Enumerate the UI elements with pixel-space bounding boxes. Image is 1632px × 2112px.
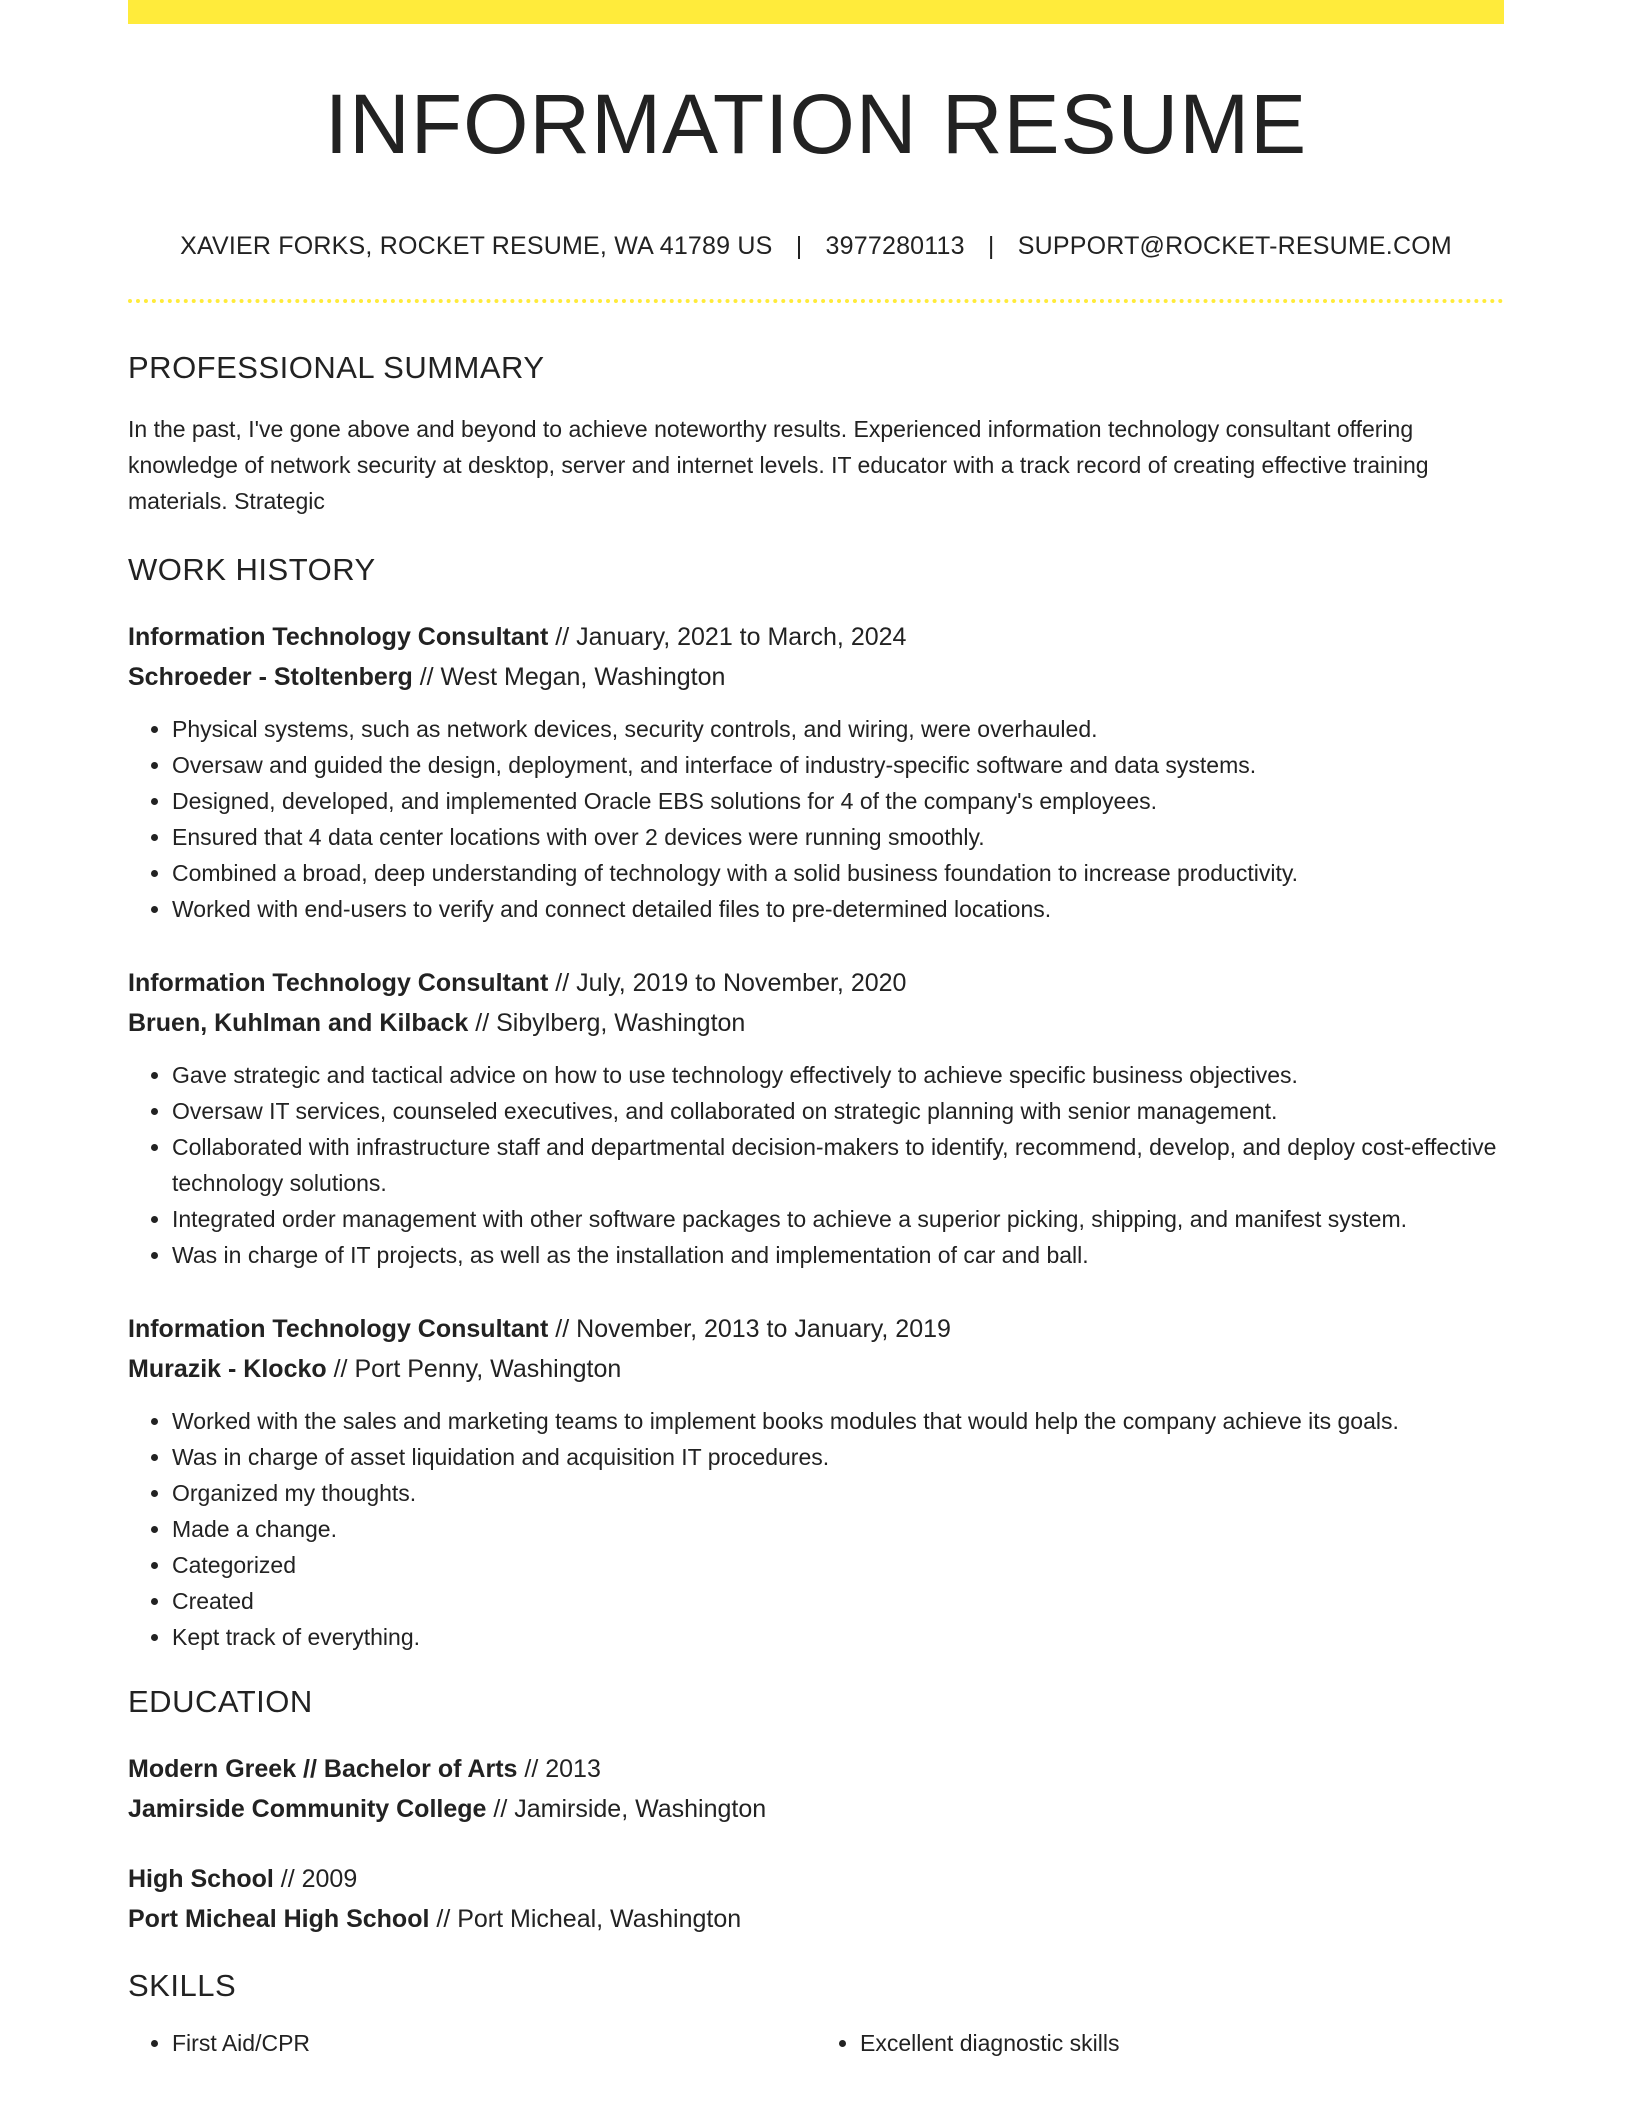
skills-left-column — [128, 2025, 816, 2061]
edu-degree: High School — [128, 1865, 274, 1894]
list-item: • Excellent diagnostic skills — [860, 2025, 1504, 2061]
list-item: • Organized my thoughts. — [172, 1475, 1504, 1511]
job-bullets — [128, 1403, 1504, 1655]
job-company: Bruen, Kuhlman and Kilback — [128, 1009, 469, 1038]
job-dates: // July, 2019 to November, 2020 — [548, 969, 907, 998]
list-item: • Physical systems, such as network devices, security controls, and wiring, were overhauled. — [172, 711, 1504, 747]
job-bullets — [128, 711, 1504, 927]
skills-heading: SKILLS — [128, 1968, 237, 2004]
list-item: • Collaborated with infrastructure staff and departmental decision-makers to identify, recommend, develop, and deploy cost-effective technology solutions. — [172, 1129, 1504, 1201]
contact-line — [128, 231, 1504, 261]
job-dates: // January, 2021 to March, 2024 — [548, 623, 907, 652]
work-history-heading: WORK HISTORY — [128, 552, 376, 588]
list-item: • Was in charge of asset liquidation and acquisition IT procedures. — [172, 1439, 1504, 1475]
list-item: • First Aid/CPR — [172, 2025, 816, 2061]
edu-degree-line — [128, 1859, 1504, 1899]
edu-location: // Jamirside, Washington — [486, 1795, 767, 1824]
job-entry-3 — [128, 1309, 1504, 1655]
job-company-line — [128, 1003, 1504, 1043]
skills-right-column — [816, 2025, 1504, 2061]
list-item: • Designed, developed, and implemented Oracle EBS solutions for 4 of the company's employees. — [172, 783, 1504, 819]
edu-school-line — [128, 1899, 1504, 1939]
job-location: // Port Penny, Washington — [326, 1355, 622, 1384]
contact-separator: | — [987, 232, 995, 260]
job-dates: // November, 2013 to January, 2019 — [548, 1315, 951, 1344]
job-title-line — [128, 617, 1504, 657]
edu-school-line — [128, 1789, 1504, 1829]
resume-title: INFORMATION RESUME — [324, 77, 1308, 171]
job-title: Information Technology Consultant — [128, 969, 549, 998]
list-item: • Was in charge of IT projects, as well as the installation and implementation of car and ball. — [172, 1237, 1504, 1273]
contact-separator: | — [795, 232, 803, 260]
list-item: • Integrated order management with other software packages to achieve a superior picking, shipping, and manifest system. — [172, 1201, 1504, 1237]
list-item: • Ensured that 4 data center locations with over 2 devices were running smoothly. — [172, 819, 1504, 855]
job-company-line — [128, 1349, 1504, 1389]
job-company: Schroeder - Stoltenberg — [128, 663, 413, 692]
edu-degree: Modern Greek // Bachelor of Arts — [128, 1755, 518, 1784]
job-location: // Sibylberg, Washington — [468, 1009, 746, 1038]
contact-email: SUPPORT@ROCKET-RESUME.COM — [1017, 232, 1452, 260]
job-company-line — [128, 657, 1504, 697]
list-item: • Worked with end-users to verify and connect detailed files to pre-determined locations. — [172, 891, 1504, 927]
job-entry-1 — [128, 617, 1504, 927]
summary-heading: PROFESSIONAL SUMMARY — [128, 350, 545, 385]
list-item: • Gave strategic and tactical advice on how to use technology effectively to achieve specific business objectives. — [172, 1057, 1504, 1093]
edu-school: Port Micheal High School — [128, 1905, 430, 1934]
list-item: • Created — [172, 1583, 1504, 1619]
job-title-line — [128, 963, 1504, 1003]
job-company: Murazik - Klocko — [128, 1355, 327, 1384]
education-entry-2 — [128, 1859, 1504, 1939]
list-item: • Oversaw and guided the design, deployment, and interface of industry-specific software and data systems. — [172, 747, 1504, 783]
job-entry-2 — [128, 963, 1504, 1273]
list-item: • Made a change. — [172, 1511, 1504, 1547]
edu-year: // 2013 — [517, 1755, 601, 1784]
list-item: • Kept track of everything. — [172, 1619, 1504, 1655]
edu-location: // Port Micheal, Washington — [429, 1905, 742, 1934]
top-accent-bar — [128, 0, 1504, 24]
education-heading: EDUCATION — [128, 1684, 313, 1720]
dotted-divider — [128, 299, 1504, 303]
summary-text: In the past, I've gone above and beyond to achieve noteworthy results. Experienced information technology consultant offering knowledge of network security at desktop, server and internet levels. IT educator with a track record of creating effective training materials. Strategic — [128, 416, 1429, 515]
edu-year: // 2009 — [273, 1865, 358, 1894]
edu-school: Jamirside Community College — [128, 1795, 487, 1824]
job-location: // West Megan, Washington — [412, 663, 726, 692]
list-item: • Categorized — [172, 1547, 1504, 1583]
edu-degree-line — [128, 1749, 1504, 1789]
job-bullets — [128, 1057, 1504, 1273]
list-item: • Combined a broad, deep understanding of technology with a solid business foundation to increase productivity. — [172, 855, 1504, 891]
list-item: • Worked with the sales and marketing teams to implement books modules that would help the company achieve its goals. — [172, 1403, 1504, 1439]
contact-phone: 3977280113 — [825, 232, 965, 260]
job-title-line — [128, 1309, 1504, 1349]
skills-grid — [128, 2025, 1504, 2061]
job-title: Information Technology Consultant — [128, 1315, 549, 1344]
contact-address: XAVIER FORKS, ROCKET RESUME, WA 41789 US — [180, 232, 773, 260]
list-item: • Oversaw IT services, counseled executives, and collaborated on strategic planning with senior management. — [172, 1093, 1504, 1129]
education-entry-1 — [128, 1749, 1504, 1829]
job-title: Information Technology Consultant — [128, 623, 549, 652]
resume-page — [128, 0, 1504, 2061]
